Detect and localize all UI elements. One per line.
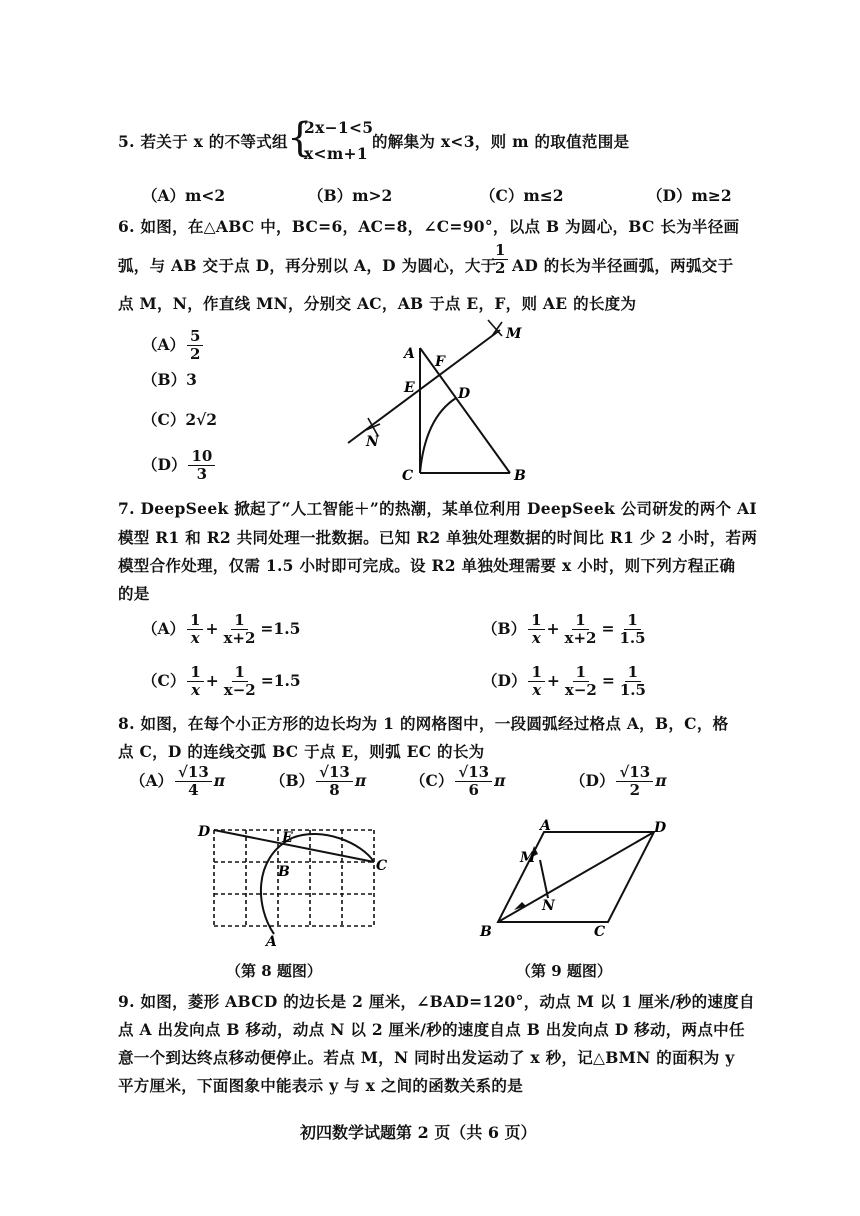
q7-option-a-label: （A） xyxy=(142,618,186,638)
frac-den: 6 xyxy=(468,781,479,800)
frac-den: 8 xyxy=(329,781,340,800)
q8-label-b: B xyxy=(278,864,290,880)
frac-num: √13 xyxy=(455,764,492,782)
q9-line-2: 点 A 出发向点 B 移动，动点 N 以 2 厘米/秒的速度自点 B 出发向点 D 移动，两点中任 xyxy=(118,1020,745,1039)
q6-option-a-den: 2 xyxy=(190,345,201,364)
q7-line-3: 模型合作处理，仅需 1.5 小时即可完成。设 R2 单独处理需要 x 小时，则下列方程正确 xyxy=(118,556,736,575)
q7-option-b-label: （B） xyxy=(482,618,527,638)
plus-sign: + xyxy=(546,670,560,690)
q7-line-4: 的是 xyxy=(118,584,150,603)
q6-option-a-label: （A） xyxy=(142,334,186,354)
pi-symbol: π xyxy=(354,770,367,790)
q9-caption: （第 9 题图） xyxy=(516,962,612,980)
q5-stem-b: 的解集为 x<3，则 m 的取值范围是 xyxy=(372,132,630,151)
q6-option-b: （B）3 xyxy=(142,370,197,389)
q9-line-1: 9. 如图，菱形 ABCD 的边长是 2 厘米，∠BAD=120°，动点 M 以 1 厘米/秒的速度自 xyxy=(118,992,755,1011)
q6-label-d: D xyxy=(458,386,471,402)
q9-line-4: 平方厘米，下面图象中能表示 y 与 x 之间的函数关系的是 xyxy=(118,1076,524,1095)
q8-caption: （第 8 题图） xyxy=(226,962,322,980)
q6-figure xyxy=(330,308,540,488)
q7-option-d-label: （D） xyxy=(482,670,527,690)
q7-option-d xyxy=(482,664,651,700)
q5-ineq-2: x<m+1 xyxy=(304,144,368,163)
q9-label-b: B xyxy=(480,924,492,940)
frac-num: 1 xyxy=(624,612,640,630)
equation-rhs: =1.5 xyxy=(260,670,301,690)
frac-num: 1 xyxy=(625,664,641,682)
frac-den: x xyxy=(190,629,200,648)
frac-den: 4 xyxy=(188,781,199,800)
frac-den: x xyxy=(191,681,201,700)
q7-option-a xyxy=(142,612,300,648)
q8-option-b-label: （B） xyxy=(270,770,315,790)
frac-num: 1 xyxy=(528,664,544,682)
q8-option-c-label: （C） xyxy=(410,770,454,790)
q8-option-d xyxy=(570,764,667,800)
q8-label-d: D xyxy=(198,824,211,840)
frac-num: 1 xyxy=(187,664,203,682)
q6-label-n: N xyxy=(366,434,379,450)
frac-num: √13 xyxy=(175,764,212,782)
q6-option-a xyxy=(142,328,205,364)
equals-sign: = xyxy=(601,618,615,638)
q6-line-2a: 弧，与 AB 交于点 D，再分别以 A，D 为圆心，大于 xyxy=(118,256,497,275)
q6-option-d-num: 10 xyxy=(188,448,215,466)
q9-label-m: M xyxy=(520,850,536,866)
q6-segment-ab xyxy=(420,348,510,473)
q6-label-f: F xyxy=(435,354,445,370)
q6-line-3: 点 M，N，作直线 MN，分别交 AC，AB 于点 E，F，则 AE 的长度为 xyxy=(118,294,637,313)
page-footer: 初四数学试题第 2 页（共 6 页） xyxy=(300,1123,537,1142)
q6-arc-cd xyxy=(420,398,456,473)
q8-option-c xyxy=(410,764,505,800)
frac-den: x−2 xyxy=(223,681,256,700)
q9-figure xyxy=(478,818,678,948)
frac-den: x+2 xyxy=(223,629,256,648)
pi-symbol: π xyxy=(494,770,506,790)
frac-num: 1 xyxy=(231,612,247,630)
q5-ineq-1: 2x−1<5 xyxy=(304,118,374,137)
frac-num: 1 xyxy=(187,612,203,630)
q6-half-fraction xyxy=(490,242,510,278)
q8-segment-dc xyxy=(214,830,374,862)
q7-option-b xyxy=(482,612,651,648)
q6-line-2b: AD 的长为半径画弧，两弧交于 xyxy=(512,256,734,275)
q6-option-d xyxy=(142,448,217,484)
q5-brace: { xyxy=(287,115,313,161)
q7-line-1: 7. DeepSeek 掀起了“人工智能＋”的热潮，某单位利用 DeepSeek 公司研发的两个 AI xyxy=(118,499,757,518)
q8-label-e: E xyxy=(282,830,293,846)
q6-label-e: E xyxy=(404,380,415,396)
q6-half-num: 1 xyxy=(492,242,508,260)
q9-label-a: A xyxy=(540,818,551,834)
frac-num: 1 xyxy=(232,664,248,682)
q7-option-c-label: （C） xyxy=(142,670,186,690)
q6-label-m: M xyxy=(506,326,522,342)
frac-den: x xyxy=(531,629,541,648)
plus-sign: + xyxy=(205,618,219,638)
q5-stem-a: 5. 若关于 x 的不等式组 xyxy=(118,132,288,151)
q9-label-n: N xyxy=(542,898,555,914)
q6-label-c: C xyxy=(402,468,414,484)
plus-sign: + xyxy=(546,618,560,638)
plus-sign: + xyxy=(205,670,219,690)
q8-line-2: 点 C，D 的连线交弧 BC 于点 E，则弧 EC 的长为 xyxy=(118,742,485,761)
q8-line-1: 8. 如图，在每个小正方形的边长均为 1 的网格图中，一段圆弧经过格点 A，B，C，格 xyxy=(118,714,729,733)
q6-line-1: 6. 如图，在△ABC 中，BC=6，AC=8，∠C=90°，以点 B 为圆心，BC 长为半径画 xyxy=(118,217,740,236)
frac-den: 1.5 xyxy=(619,681,646,700)
q7-line-2: 模型 R1 和 R2 共同处理一批数据。已知 R2 单独处理数据的时间比 R1 少 2 小时，若两 xyxy=(118,528,758,547)
pi-symbol: π xyxy=(213,770,226,790)
q9-label-d: D xyxy=(654,820,667,836)
q9-line-3: 意一个到达终点移动便停止。若点 M，N 同时出发运动了 x 秒，记△BMN 的面积为 y xyxy=(118,1048,735,1067)
q6-label-b: B xyxy=(514,468,526,484)
q8-option-d-label: （D） xyxy=(570,770,615,790)
q7-option-c xyxy=(142,664,301,700)
q5-option-c: （C）m≤2 xyxy=(480,186,564,205)
q6-option-c: （C）2√2 xyxy=(142,410,218,429)
q8-label-c: C xyxy=(376,858,388,874)
q5-option-b: （B）m>2 xyxy=(308,186,393,205)
pi-symbol: π xyxy=(655,770,667,790)
frac-num: √13 xyxy=(616,764,653,782)
q8-option-a xyxy=(130,764,225,800)
q6-option-d-label: （D） xyxy=(142,454,187,474)
frac-den: 2 xyxy=(629,781,641,800)
q6-option-d-den: 3 xyxy=(196,465,208,484)
q8-arc xyxy=(261,834,374,934)
q8-option-a-label: （A） xyxy=(130,770,174,790)
q8-label-a: A xyxy=(266,934,277,948)
q8-grid xyxy=(214,830,374,926)
q6-half-den: 2 xyxy=(495,259,506,278)
q5-option-a: （A）m<2 xyxy=(142,186,226,205)
frac-num: 1 xyxy=(572,612,588,630)
q9-segment-mn xyxy=(540,860,548,898)
frac-den: x−2 xyxy=(564,681,597,700)
equation-rhs: =1.5 xyxy=(260,618,301,638)
q8-option-b xyxy=(270,764,366,800)
q6-label-a: A xyxy=(404,346,415,362)
frac-den: x+2 xyxy=(564,629,597,648)
frac-den: 1.5 xyxy=(619,629,646,648)
frac-num: 1 xyxy=(528,612,544,630)
q8-figure xyxy=(192,818,392,948)
q6-option-a-num: 5 xyxy=(187,328,203,346)
frac-den: x xyxy=(532,681,542,700)
frac-num: 1 xyxy=(573,664,589,682)
frac-num: √13 xyxy=(316,764,353,782)
q5-option-d: （D）m≥2 xyxy=(647,186,732,205)
equals-sign: = xyxy=(601,670,615,690)
q9-label-c: C xyxy=(594,924,606,940)
